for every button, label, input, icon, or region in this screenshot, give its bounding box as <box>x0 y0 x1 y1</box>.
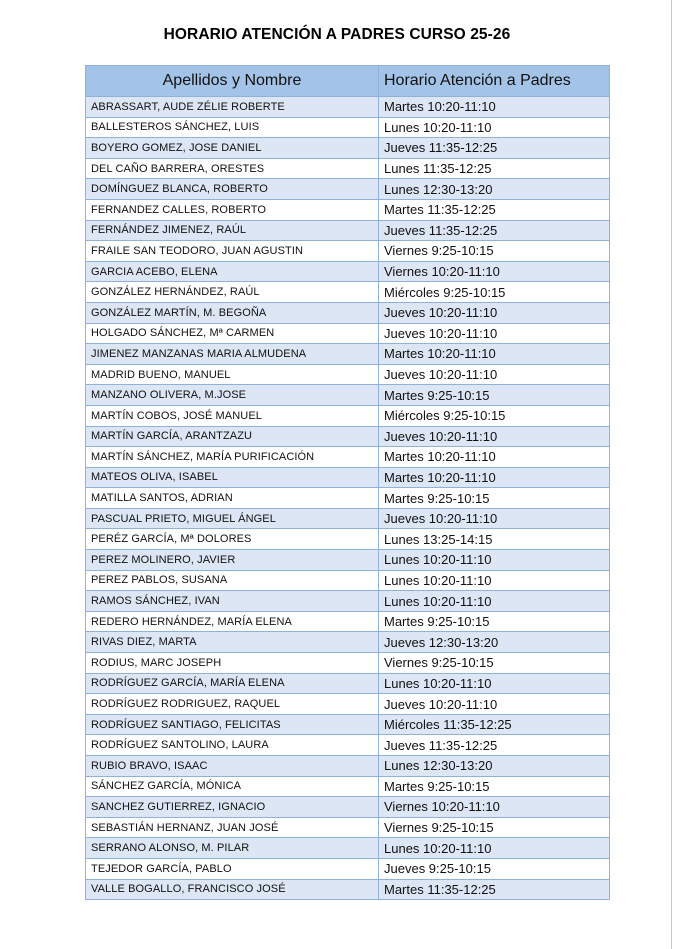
schedule-cell: Jueves 10:20-11:10 <box>379 694 610 715</box>
teacher-name-cell: SEBASTIÁN HERNANZ, JUAN JOSÉ <box>86 817 379 838</box>
table-row <box>86 797 610 818</box>
teacher-name-cell: RODRÍGUEZ RODRIGUEZ, RAQUEL <box>86 694 379 715</box>
schedule-cell: Lunes 12:30-13:20 <box>379 756 610 777</box>
schedule-cell: Jueves 10:20-11:10 <box>379 364 610 385</box>
schedule-cell: Jueves 10:20-11:10 <box>379 323 610 344</box>
schedule-cell: Jueves 11:35-12:25 <box>379 220 610 241</box>
table-row <box>86 817 610 838</box>
table-row <box>86 138 610 159</box>
table-row <box>86 199 610 220</box>
table-row <box>86 220 610 241</box>
page-title: HORARIO ATENCIÓN A PADRES CURSO 25-26 <box>163 26 511 43</box>
teacher-name-cell: JIMENEZ MANZANAS MARIA ALMUDENA <box>86 344 379 365</box>
teacher-name-cell: RAMOS SÁNCHEZ, IVAN <box>86 591 379 612</box>
table-row <box>86 735 610 756</box>
schedule-cell: Lunes 11:35-12:25 <box>379 158 610 179</box>
schedule-cell: Martes 10:20-11:10 <box>379 447 610 468</box>
table-row <box>86 302 610 323</box>
teacher-name-cell: MATEOS OLIVA, ISABEL <box>86 467 379 488</box>
header-schedule: Horario Atención a Padres <box>379 66 610 97</box>
table-row <box>86 405 610 426</box>
teacher-name-cell: DEL CAÑO BARRERA, ORESTES <box>86 158 379 179</box>
table-row <box>86 488 610 509</box>
table-row <box>86 426 610 447</box>
table-row <box>86 673 610 694</box>
teacher-name-cell: MARTÍN GARCÍA, ARANTZAZU <box>86 426 379 447</box>
table-row <box>86 653 610 674</box>
teacher-name-cell: MARTÍN COBOS, JOSÉ MANUEL <box>86 405 379 426</box>
table-row <box>86 776 610 797</box>
schedule-cell: Martes 11:35-12:25 <box>379 199 610 220</box>
table-row <box>86 117 610 138</box>
table-row <box>86 364 610 385</box>
header-name: Apellidos y Nombre <box>86 66 379 97</box>
teacher-name-cell: ABRASSART, AUDE ZÉLIE ROBERTE <box>86 97 379 118</box>
schedule-cell: Lunes 10:20-11:10 <box>379 570 610 591</box>
schedule-cell: Jueves 11:35-12:25 <box>379 735 610 756</box>
table-row <box>86 282 610 303</box>
teacher-name-cell: DOMÍNGUEZ BLANCA, ROBERTO <box>86 179 379 200</box>
schedule-cell: Martes 10:20-11:10 <box>379 344 610 365</box>
table-row <box>86 97 610 118</box>
schedule-cell: Lunes 10:20-11:10 <box>379 838 610 859</box>
teacher-name-cell: RODRÍGUEZ SANTIAGO, FELICITAS <box>86 714 379 735</box>
table-row <box>86 529 610 550</box>
teacher-name-cell: MADRID BUENO, MANUEL <box>86 364 379 385</box>
table-row <box>86 241 610 262</box>
teacher-name-cell: PEREZ MOLINERO, JAVIER <box>86 550 379 571</box>
teacher-name-cell: TEJEDOR GARCÍA, PABLO <box>86 858 379 879</box>
table-row <box>86 756 610 777</box>
teacher-name-cell: RIVAS DIEZ, MARTA <box>86 632 379 653</box>
teacher-name-cell: RODIUS, MARC JOSEPH <box>86 653 379 674</box>
table-row <box>86 447 610 468</box>
page-edge <box>671 0 672 949</box>
schedule-cell: Miércoles 9:25-10:15 <box>379 282 610 303</box>
teacher-name-cell: SANCHEZ GUTIERREZ, IGNACIO <box>86 797 379 818</box>
teacher-name-cell: MARTÍN SÁNCHEZ, MARÍA PURIFICACIÓN <box>86 447 379 468</box>
schedule-cell: Viernes 10:20-11:10 <box>379 797 610 818</box>
teacher-name-cell: RODRÍGUEZ GARCÍA, MARÍA ELENA <box>86 673 379 694</box>
teacher-name-cell: RODRÍGUEZ SANTOLINO, LAURA <box>86 735 379 756</box>
schedule-cell: Viernes 9:25-10:15 <box>379 653 610 674</box>
teacher-name-cell: SÁNCHEZ GARCÍA, MÓNICA <box>86 776 379 797</box>
teacher-name-cell: GARCIA ACEBO, ELENA <box>86 261 379 282</box>
teacher-name-cell: REDERO HERNÁNDEZ, MARÍA ELENA <box>86 611 379 632</box>
teacher-name-cell: PERÉZ GARCÍA, Mª DOLORES <box>86 529 379 550</box>
table-row <box>86 508 610 529</box>
schedule-cell: Martes 10:20-11:10 <box>379 467 610 488</box>
schedule-cell: Jueves 9:25-10:15 <box>379 858 610 879</box>
schedule-cell: Jueves 10:20-11:10 <box>379 508 610 529</box>
schedule-cell: Jueves 10:20-11:10 <box>379 426 610 447</box>
table-row <box>86 714 610 735</box>
teacher-name-cell: RUBIO BRAVO, ISAAC <box>86 756 379 777</box>
table-row <box>86 344 610 365</box>
table-row <box>86 261 610 282</box>
schedule-cell: Lunes 10:20-11:10 <box>379 591 610 612</box>
schedule-cell: Lunes 13:25-14:15 <box>379 529 610 550</box>
table-row <box>86 611 610 632</box>
teacher-name-cell: MANZANO OLIVERA, M.JOSE <box>86 385 379 406</box>
teacher-name-cell: BALLESTEROS SÁNCHEZ, LUIS <box>86 117 379 138</box>
schedule-cell: Martes 9:25-10:15 <box>379 611 610 632</box>
table-row <box>86 323 610 344</box>
schedule-cell: Lunes 10:20-11:10 <box>379 117 610 138</box>
table-row <box>86 632 610 653</box>
schedule-cell: Jueves 12:30-13:20 <box>379 632 610 653</box>
table-row <box>86 879 610 900</box>
teacher-name-cell: GONZÁLEZ MARTÍN, M. BEGOÑA <box>86 302 379 323</box>
table-row <box>86 385 610 406</box>
schedule-cell: Miércoles 9:25-10:15 <box>379 405 610 426</box>
schedule-cell: Viernes 9:25-10:15 <box>379 817 610 838</box>
table-row <box>86 591 610 612</box>
teacher-name-cell: FERNÁNDEZ JIMENEZ, RAÚL <box>86 220 379 241</box>
teacher-name-cell: BOYERO GOMEZ, JOSE DANIEL <box>86 138 379 159</box>
schedule-cell: Miércoles 11:35-12:25 <box>379 714 610 735</box>
schedule-cell: Lunes 10:20-11:10 <box>379 550 610 571</box>
teacher-name-cell: VALLE BOGALLO, FRANCISCO JOSÉ <box>86 879 379 900</box>
schedule-cell: Viernes 9:25-10:15 <box>379 241 610 262</box>
schedule-cell: Lunes 10:20-11:10 <box>379 673 610 694</box>
table-row <box>86 158 610 179</box>
table-row <box>86 858 610 879</box>
schedule-cell: Martes 9:25-10:15 <box>379 776 610 797</box>
teacher-name-cell: HOLGADO SÁNCHEZ, Mª CARMEN <box>86 323 379 344</box>
schedule-cell: Martes 9:25-10:15 <box>379 488 610 509</box>
table-row <box>86 467 610 488</box>
teacher-name-cell: FRAILE SAN TEODORO, JUAN AGUSTIN <box>86 241 379 262</box>
table-header-row <box>86 66 610 97</box>
teacher-name-cell: FERNANDEZ CALLES, ROBERTO <box>86 199 379 220</box>
table-row <box>86 550 610 571</box>
table-row <box>86 570 610 591</box>
schedule-cell: Jueves 10:20-11:10 <box>379 302 610 323</box>
schedule-cell: Viernes 10:20-11:10 <box>379 261 610 282</box>
schedule-table <box>85 65 610 900</box>
teacher-name-cell: PEREZ PABLOS, SUSANA <box>86 570 379 591</box>
schedule-cell: Lunes 12:30-13:20 <box>379 179 610 200</box>
table-row <box>86 179 610 200</box>
table-row <box>86 694 610 715</box>
teacher-name-cell: SERRANO ALONSO, M. PILAR <box>86 838 379 859</box>
schedule-cell: Martes 9:25-10:15 <box>379 385 610 406</box>
teacher-name-cell: GONZÁLEZ HERNÁNDEZ, RAÚL <box>86 282 379 303</box>
schedule-cell: Martes 11:35-12:25 <box>379 879 610 900</box>
schedule-cell: Martes 10:20-11:10 <box>379 97 610 118</box>
table-row <box>86 838 610 859</box>
teacher-name-cell: PASCUAL PRIETO, MIGUEL ÁNGEL <box>86 508 379 529</box>
schedule-cell: Jueves 11:35-12:25 <box>379 138 610 159</box>
teacher-name-cell: MATILLA SANTOS, ADRIAN <box>86 488 379 509</box>
